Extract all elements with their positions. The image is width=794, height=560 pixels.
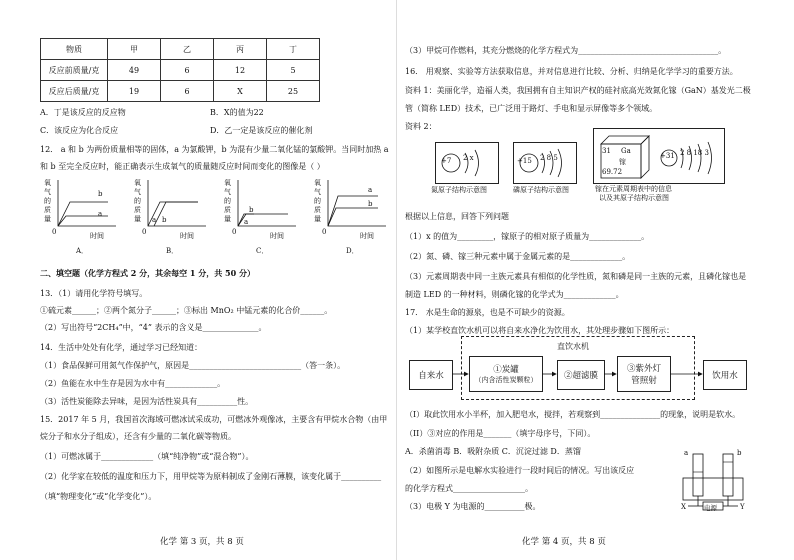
q12-graph-ylabel: 气: [224, 188, 231, 196]
gallium-mass: 69.72: [602, 168, 623, 176]
water-machine-title: 直饮水机: [557, 342, 589, 351]
q12-graph-ylabel: 氧: [44, 179, 51, 187]
q17-line2: （1）某学校直饮水机可以将自来水净化为饮用水，其处理步骤如下图所示：: [405, 326, 675, 335]
q12-graph-ylabel: 量: [44, 215, 51, 223]
q12-graph-option-label[interactable]: B．: [166, 247, 179, 255]
gallium-caption-2: 以及其原子结构示意图: [599, 194, 669, 202]
uv-lamp-sub: 管照射: [631, 376, 657, 386]
q12-graph-ylabel: 气: [314, 188, 321, 196]
nitrogen-shells: 2 x: [463, 154, 474, 162]
q12-graph-ylabel: 的: [134, 197, 141, 205]
q12-graph-ylabel: 质: [134, 206, 141, 214]
carbon-tank-label: ①炭罐: [493, 365, 519, 375]
q12-graph-ylabel: 质: [44, 206, 51, 214]
q16-prompt: 根据以上信息，回答下列问题: [405, 212, 509, 221]
q12-graph-origin: 0: [52, 228, 57, 236]
q12-graph-ylabel: 量: [224, 215, 231, 223]
power-supply-label: 电源: [704, 504, 717, 512]
table-cell: 19: [108, 81, 161, 102]
carbon-tank-sub: （内含活性炭颗粒）: [474, 376, 538, 384]
table-cell: 甲: [108, 39, 161, 60]
table-cell: 反应前质量/克: [41, 60, 108, 81]
section-2-heading: 二、填空题（化学方程式 2 分，其余每空 1 分，共 50 分）: [40, 268, 255, 278]
q16-answer-2: （2）氮、磷、镓三种元素中属于金属元素的是_____________。: [405, 252, 631, 261]
q16-answer-3a: （3）元素周期表中同一主族元素具有相似的化学性质，氮和磷是同一主族的元素，且磷化镓也是: [405, 272, 747, 281]
q15-line5: （填“物理变化”或“化学变化”）。: [40, 492, 157, 501]
q12-graph-ylabel: 量: [314, 215, 321, 223]
gallium-symbol: Ga: [621, 147, 631, 155]
q11-option-a: A．丁是该反应的反应物: [40, 108, 126, 117]
q15-line2: 烷分子和水分子组成），还含有少量的二氧化碳等物质。: [40, 432, 236, 441]
tube-b-label: b: [737, 449, 742, 457]
q15-line4: （2）化学家在较低的温度和压力下，用甲烷等为原料制成了金刚石薄膜，该变化属于__________: [40, 472, 382, 481]
table-cell: 反应后质量/克: [41, 81, 108, 102]
q15-line1: 15．2017 年 5 月，我国首次海域可燃冰试采成功，可燃冰外观像冰，主要含有甲烷水合物（由甲: [40, 415, 388, 424]
q16-answer-1: （1）x 的值为_________，镓原子的相对原子质量为_____________。: [405, 232, 650, 241]
q12-graph-option-label[interactable]: D．: [346, 247, 359, 255]
q12-series-label: a: [152, 216, 157, 224]
table-cell: 物质: [41, 39, 108, 60]
q12-graph-ylabel: 的: [44, 197, 51, 205]
table-cell: 5: [267, 60, 320, 81]
q12-series-label: b: [368, 200, 373, 208]
ultrafilter-box: ②超滤膜: [557, 360, 605, 390]
q12-graph-origin: 0: [142, 228, 147, 236]
q12-graph-xlabel: 时间: [180, 232, 194, 240]
q12-graph-ylabel: 量: [134, 215, 141, 223]
q12-graph-option-label[interactable]: A．: [76, 247, 89, 255]
q12-graph-ylabel: 的: [224, 197, 231, 205]
q12-graph-ylabel: 氧: [224, 179, 231, 187]
q17-3: （3）电极 Y 为电源的__________极。: [405, 502, 541, 511]
q17-2-line1: （2）如图所示是电解水实验进行一段时间后的情况。写出该反应: [405, 466, 635, 475]
q11-option-d: D．乙一定是该反应的催化剂: [210, 126, 313, 135]
q12-graph-ylabel: 氧: [134, 179, 141, 187]
table-cell: 25: [267, 81, 320, 102]
table-cell: 49: [108, 60, 161, 81]
q12-graph-ylabel: 的: [314, 197, 321, 205]
uv-lamp-label: ③紫外灯: [626, 364, 661, 374]
tap-water-box: 自来水: [409, 360, 453, 390]
q12-series-label: a: [368, 186, 373, 194]
table-cell: 乙: [161, 39, 214, 60]
flow-arrows-icon: [397, 350, 757, 400]
q12-graph-ylabel: 质: [224, 206, 231, 214]
q13-line2: ①硫元素______；②两个氮分子______；③标出 MnO₂ 中锰元素的化合价______。: [40, 306, 333, 315]
page-4: [397, 0, 794, 560]
footer-page-3: 化学 第 3 页，共 8 页: [160, 537, 244, 547]
q12-series-label: b: [98, 190, 103, 198]
q14-line3: （2）鱼能在水中生存是因为水中有_____________。: [40, 379, 226, 388]
table-cell: 丙: [214, 39, 267, 60]
q17-line1: 17． 水是生命的源泉，也是不可缺少的资源。: [405, 308, 570, 317]
tube-a-label: a: [684, 449, 689, 457]
q12-graph-xlabel: 时间: [360, 232, 374, 240]
q16-line2: 资料 1：美丽化学，造福人类，我国拥有自主知识产权的硅衬底高光效氮化镓（GaN）基发光二极: [405, 86, 751, 95]
q17-options: A．杀菌消毒 B．吸附杂质 C．沉淀过滤 D．蒸馏: [405, 447, 581, 456]
q12-series-label: b: [249, 206, 254, 214]
q16-line4: 资料 2：: [405, 122, 437, 131]
reaction-mass-table: [40, 38, 320, 102]
table-header-row: [41, 39, 320, 60]
table-cell: X: [214, 81, 267, 102]
phosphorus-caption: 磷原子结构示意图: [513, 186, 569, 194]
q15-3-line: （3）甲烷可作燃料，其充分燃烧的化学方程式为___________________________________。: [405, 46, 727, 55]
gallium-shells: 2 8 18 3: [680, 149, 709, 157]
q14-line1: 14．生活中处处有化学，通过学习已经知道：: [40, 343, 203, 352]
table-cell: 12: [214, 60, 267, 81]
q12-graph-xlabel: 时间: [270, 232, 284, 240]
q12-graph-option-label[interactable]: C．: [256, 247, 269, 255]
q12-series-label: b: [162, 216, 167, 224]
q12-line2: 和 b 至完全反应时，能正确表示生成氧气的质量随反应时间而变化的图像是（ ）: [40, 162, 325, 171]
q12-series-label: a: [98, 210, 103, 218]
q13-line1: 13．（1）请用化学符号填写。: [40, 289, 148, 298]
nitrogen-caption: 氮原子结构示意图: [431, 186, 487, 194]
q11-option-c: C．该反应为化合反应: [40, 126, 119, 135]
q11-option-b: B．X的值为22: [210, 108, 264, 117]
phosphorus-nucleus: +15: [517, 157, 532, 165]
q12-graph-origin: 0: [232, 228, 237, 236]
gallium-number: 31: [602, 147, 611, 155]
q16-answer-3b: 制造 LED 的一种材料，则磷化镓的化学式为_____________。: [405, 290, 624, 299]
q12-graph-xlabel: 时间: [90, 232, 104, 240]
q12-graph-ylabel: 气: [44, 188, 51, 196]
q16-line3: 管（简称 LED）技术，已广泛用于路灯、手电和显示屏像等多个领域。: [405, 104, 658, 113]
q12-graph-1-icon: [44, 176, 128, 256]
q13-line3: （2）写出符号“2CH₄”中，“4” 表示的含义是______________。: [40, 323, 267, 332]
q12-graph-ylabel: 气: [134, 188, 141, 196]
q12-graph-3-icon: [224, 176, 308, 256]
table-cell: 丁: [267, 39, 320, 60]
q17-1-i: （I）取此饮用水小半杯，加入肥皂水，搅拌，若观察到_______________的现象，说明是软水。: [405, 410, 741, 419]
q12-graph-origin: 0: [322, 228, 327, 236]
table-cell: 6: [161, 81, 214, 102]
q12-graph-4-icon: [314, 176, 398, 256]
footer-page-4: 化学 第 4 页，共 8 页: [522, 537, 606, 547]
q12-graph-2-icon: [134, 176, 218, 256]
table-row: [41, 60, 320, 81]
gallium-name: 镓: [619, 158, 626, 166]
q17-2-line2: 的化学方程式__________________。: [405, 484, 533, 493]
q12-series-label: a: [244, 218, 249, 226]
table-row: [41, 81, 320, 102]
q12-graph-ylabel: 质: [314, 206, 321, 214]
q15-line3: （1）可燃冰属于_____________（填“纯净物”或“混合物”）。: [40, 452, 254, 461]
q12-graph-ylabel: 氧: [314, 179, 321, 187]
phosphorus-shells: 2 8 5: [540, 154, 558, 162]
gallium-caption-1: 镓在元素周期表中的信息: [595, 185, 672, 193]
q16-line1: 16． 用观察、实验等方法获取信息，并对信息进行比较、分析、归纳是化学学习的重要方法。: [405, 67, 738, 76]
q14-line4: （3）活性炭能除去异味，是因为活性炭具有__________性。: [40, 397, 254, 406]
q17-1-ii: （II）③对应的作用是_______（填字母序号，下同）。: [405, 429, 596, 438]
nitrogen-nucleus: +7: [441, 157, 452, 165]
q12-line1: 12． a 和 b 为两份质量相等的固体，a 为氯酸钾，b 为混有少量二氧化锰的氯酸钾。当同时加热 a: [40, 145, 389, 154]
q14-line2: （1）食品保鲜可用氮气作保护气，原因是____________________________（答一条）。: [40, 361, 346, 370]
electrode-y-label: Y: [740, 503, 745, 511]
table-cell: 6: [161, 60, 214, 81]
electrode-x-label: X: [681, 503, 686, 511]
gallium-nucleus: +31: [660, 152, 675, 160]
drinking-water-box: 饮用水: [703, 360, 747, 390]
